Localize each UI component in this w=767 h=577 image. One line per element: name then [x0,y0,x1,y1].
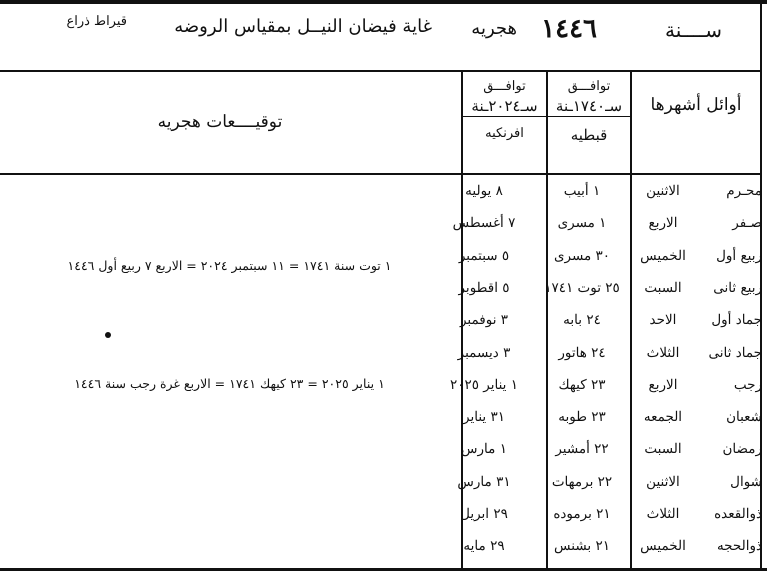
header-bottom-border [0,70,762,72]
coptic-date-cell: ٢١ بشنس [554,538,610,555]
greg-header-top: توافـــق [483,79,526,94]
header-year-word: ســــنة [665,18,722,42]
month-cell: جماد أول [711,312,762,329]
weekday-cell: الخميس [640,247,686,264]
weekday-cell: الاحد [649,312,677,329]
coptic-date-cell: ٣٠ مسرى [553,247,611,264]
greg-header-year: سـ٢٠٢٤ـنة [463,96,546,117]
gregorian-date-cell: ٧ أغسطس [452,215,516,232]
hijri-note-2: ١ يناير ٢٠٢٥ = ٢٣ كيهك ١٧٤١ = الاربع غرة رجب سنة ١٤٤٦ [74,376,385,391]
gregorian-date-cell: ٢٩ ابريل [460,506,508,522]
month-cell: ذوالقعده [714,506,762,522]
month-cell: ربيع ثانى [713,279,762,296]
weekday-cell: السبت [644,441,682,458]
table-row [0,342,767,368]
ink-dot [105,332,111,338]
month-cell: ذوالحجه [716,538,762,555]
weekday-cell: الاربع [648,215,678,232]
coptic-date-cell: ١ أبيب [563,183,601,199]
month-cell: صـفر [732,215,762,232]
weekday-cell: الثلاث [646,506,680,522]
gregorian-date-cell: ١ يناير ٢٠٢٥ [449,376,518,393]
table-row [0,438,767,464]
months-column-header: أوائل أشهرها [650,95,742,115]
column-header-bottom-border [0,173,762,175]
table-row [0,180,767,206]
month-cell: ربيع أول [716,247,762,264]
coptic-column-header [548,78,630,145]
coptic-date-cell: ٢٤ هاتور [558,344,606,361]
coptic-date-cell: ٢٥ توت ١٧٤١ [544,279,620,296]
coptic-date-cell: ٢٣ طوبه [558,409,606,426]
gregorian-date-cell: ٣ ديسمبر [457,344,511,361]
coptic-date-cell: ٢٣ كيهك [558,376,606,393]
coptic-date-cell: ٢٤ بابه [563,312,601,329]
gregorian-date-cell: ١ مارس [461,441,507,458]
coptic-header-top: توافـــق [567,79,611,94]
gregorian-date-cell: ٨ يوليه [465,183,503,199]
greg-header-sub: افرنكيه [485,125,524,141]
table-row [0,503,767,529]
greg-column-header [463,78,546,142]
header-era: هجريه [471,18,517,39]
weekday-cell: الجمعه [643,409,683,426]
header-title: غاية فيضان النيــل بمقياس الروضه [174,16,432,37]
gregorian-date-cell: ٥ اقطوبر [458,279,510,296]
month-cell: جماد ثانى [708,344,762,361]
weekday-cell: الخميس [640,538,686,555]
month-cell: رمضان [722,441,762,458]
header-unit-label: قيراط ذراع [66,14,127,29]
weekday-cell: الثلاث [646,344,680,361]
month-cell: شوال [730,473,762,490]
month-cell: رجب [733,376,762,393]
table-row [0,535,767,561]
gregorian-date-cell: ٣١ مارس [457,473,511,490]
gregorian-date-cell: ٣١ يناير [463,409,505,426]
table-row [0,309,767,335]
coptic-header-year: سـ١٧٤٠ـنة [548,96,630,117]
weekday-cell: الاربع [648,376,678,393]
coptic-date-cell: ٢٢ برمهات [551,473,613,490]
coptic-date-cell: ١ مسرى [557,215,607,232]
coptic-date-cell: ٢٢ أمشير [555,441,609,458]
header-year-number: ١٤٤٦ [541,14,597,44]
gregorian-date-cell: ٥ سبتمبر [458,247,510,264]
notes-column-header: توقيــــعات هجريه [157,112,283,132]
table-row [0,212,767,238]
hijri-note-1: ١ توت سنة ١٧٤١ = ١١ سبتمبر ٢٠٢٤ = الاربع ٧ ربيع أول ١٤٤٦ [67,258,392,273]
table-row [0,406,767,432]
bottom-border [0,568,767,571]
coptic-date-cell: ٢١ برموده [553,506,611,522]
top-border [0,0,767,4]
weekday-cell: السبت [644,279,682,296]
weekday-cell: الاثنين [646,183,680,199]
coptic-header-sub: قبطيه [570,125,608,144]
gregorian-date-cell: ٢٩ مايه [463,538,505,555]
table-row [0,277,767,303]
gregorian-date-cell: ٣ نوفمبر [459,312,509,329]
month-cell: شعبان [726,409,762,426]
weekday-cell: الاثنين [646,473,680,490]
table-row [0,471,767,497]
month-cell: محـرم [726,183,762,199]
